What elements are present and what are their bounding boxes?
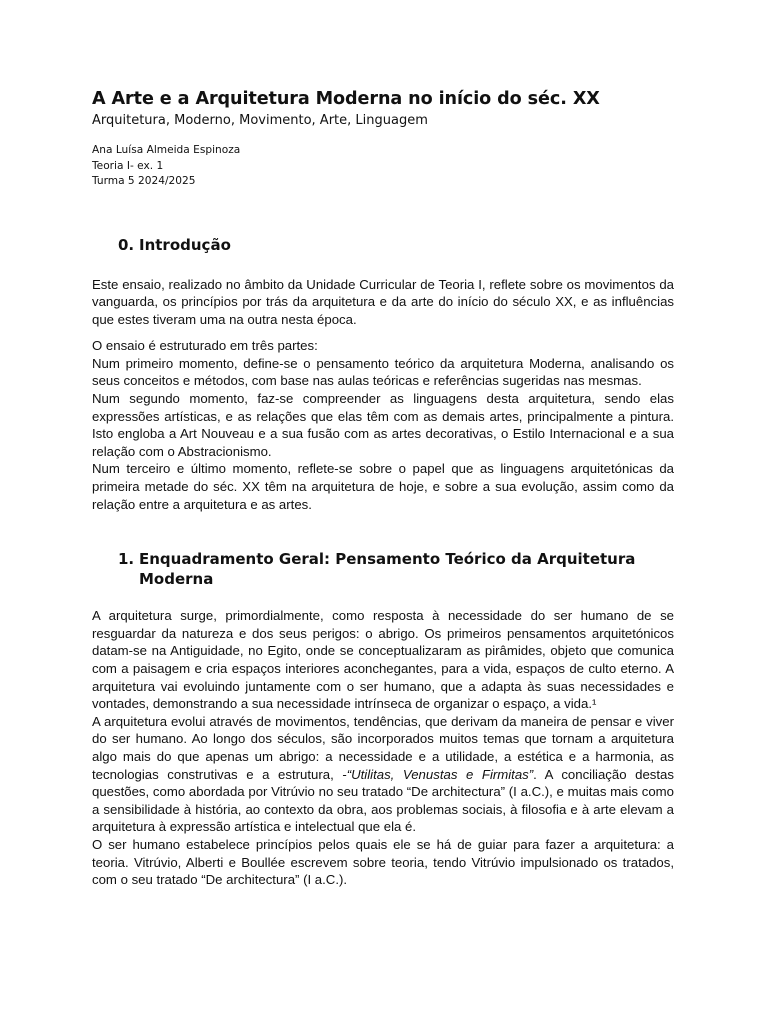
section-heading-1 <box>92 549 674 589</box>
section-number: 0. <box>118 235 135 254</box>
structure-line: Num primeiro momento, define-se o pensamento teórico da arquitetura Moderna, analisando os seus conceitos e métodos, com base nas aulas teóricas e referências sugeridas nas mesmas. <box>92 355 674 389</box>
section-heading-intro <box>92 235 674 255</box>
intro-paragraph: Este ensaio, realizado no âmbito da Unidade Curricular de Teoria I, reflete sobre os movimentos da vanguarda, os princípios por trás da arquitetura e da arte do início do século XX, e as influências que estes tiveram uma na outra nesta época. <box>92 276 674 327</box>
body-paragraph: A arquitetura surge, primordialmente, como resposta à necessidade do ser humano de se resguardar da natureza e dos seus perigos: o abrigo. Os primeiros pensamentos arquitetónicos datam-se na Antiguidade, no Egito, onde se conceptualizaram as pirâmides, objeto que comunica com a paisagem e cria espaços interiores aconchegantes, para a vida, espaços de culto eterno. A arquitetura vai evoluindo juntamente com o ser humano, que a adapta às suas necessidades e vontades, demonstrando a sua necessidade intrínseca de organizar o espaço, a vida.¹ <box>92 608 674 712</box>
document-title: A Arte e a Arquitetura Moderna no início do séc. XX <box>92 89 600 109</box>
class-info: Turma 5 2024/2025 <box>92 175 196 187</box>
document-page <box>92 88 674 889</box>
section-title: Enquadramento Geral: Pensamento Teórico da Arquitetura Moderna <box>139 550 636 589</box>
document-meta <box>92 143 674 190</box>
course-name: Teoria I- ex. 1 <box>92 159 164 172</box>
structure-line: O ensaio é estruturado em três partes: <box>92 338 318 354</box>
structure-block <box>92 337 674 513</box>
structure-line: Num segundo momento, faz-se compreender as linguagens desta arquitetura, sendo elas expressões artísticas, e as relações que elas têm com as demais artes, principalmente a pintura. Isto engloba a Art Nouveau e a sua fusão com as artes decorativas, o Estilo Internacional e a sua relação com o Abstracionismo. <box>92 391 674 459</box>
section-1-body <box>92 607 674 889</box>
vitruvian-triad-quote: “Utilitas, Venustas e Firmitas” <box>346 766 534 782</box>
structure-line: Num terceiro e último momento, reflete-se sobre o papel que as linguagens arquitetónicas da primeira metade do séc. XX têm na arquitetura de hoje, e sobre a sua evolução, assim como da relação entre a arquitetura e as artes. <box>92 461 674 512</box>
paragraph-text: A arquitetura evolui através de movimentos, tendências, que derivam da maneira de pensar e viver do ser humano. Ao longo dos séculos, são incorporados muitos temas que tornam a arquitetura algo mais do que apenas um abrigo: a necessidade e a utilidade, a estética e a harmonia, as tecnologias construtivas e a estrutura, - <box>92 713 674 782</box>
section-title: Introdução <box>139 235 231 254</box>
document-keywords: Arquitetura, Moderno, Movimento, Arte, Linguagem <box>92 113 428 128</box>
body-paragraph <box>92 713 674 836</box>
body-paragraph: O ser humano estabelece princípios pelos quais ele se há de guiar para fazer a arquitetura: a teoria. Vitrúvio, Alberti e Boullée escrevem sobre teoria, tendo Vitrúvio impulsionado os tratados, com o seu tratado “De architectura” (I a.C.). <box>92 836 674 888</box>
author-name: Ana Luísa Almeida Espinoza <box>92 144 241 156</box>
section-number: 1. <box>118 550 135 569</box>
paragraph-text: . A conciliação destas questões, como abordada por Vitrúvio no seu tratado “De architectura” (I a.C.), e muitas mais como a sensibilidade à história, ao contexto da obra, aos problemas sociais, à filosofia e à arte elevam a arquitetura à expressão artística e intelectual que ela é. <box>92 766 674 835</box>
